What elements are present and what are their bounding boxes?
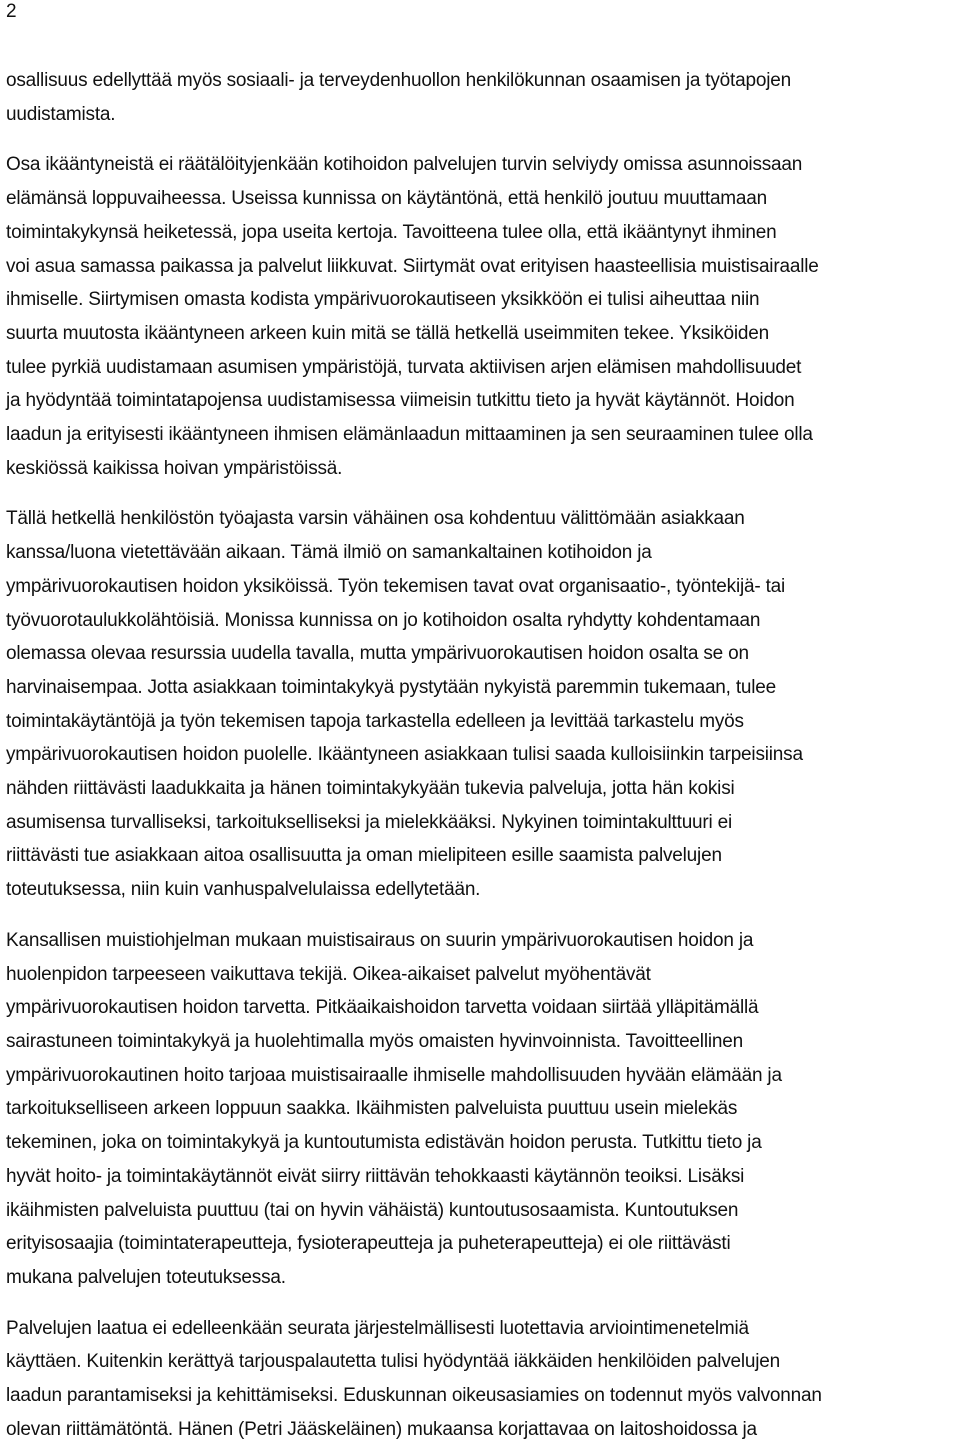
paragraph-2: Osa ikääntyneistä ei räätälöityjenkään kotihoidon palvelujen turvin selviydy omissa asunnoissaan elämänsä loppuvaiheessa. Useissa kunnissa on käytäntönä, että henkilö joutuu muuttamaan toimintakykynsä heiketessä, jopa useita kertoja. Tavoitteena tulee olla, että ikääntynyt ihminen voi asua samassa paikassa ja palvelut liikkuvat. Siirtymät ovat erityisen haasteellisia muistisairaalle ihmiselle. Siirtymisen omasta kodista ympärivuorokautiseen yksikköön ei tulisi aiheuttaa niin suurta muutosta ikääntyneen arkeen kuin mitä se tällä hetkellä useimmiten tekee. Yksiköiden tulee pyrkiä uudistamaan asumisen ympäristöjä, turvata aktiivisen arjen elämisen mahdollisuudet ja hyödyntää toimintatapojensa uudistamisessa viimeisin tutkittu tieto ja hyvät käytännöt. Hoidon laadun ja erityisesti ikääntyneen ihmisen elämänlaadun mittaaminen ja sen seuraaminen tulee olla keskiössä kaikissa hoivan ympäristöissä.	[6, 154, 819, 479]
paragraph-4: Kansallisen muistiohjelman mukaan muistisairaus on suurin ympärivuorokautisen hoidon ja huolenpidon tarpeeseen vaikuttava tekijä. Oikea-aikaiset palvelut myöhentävät ympärivuorokautisen hoidon tarvetta. Pitkäaikaishoidon tarvetta voidaan siirtää ylläpitämällä sairastuneen toimintakykyä ja huolehtimalla myös omaisten hyvinvoinnista. Tavoitteellinen ympärivuorokautinen hoito tarjoaa muistisairaalle ihmiselle mahdollisuuden hyvään elämään ja tarkoitukselliseen arkeen loppuun saakka. Ikäihmisten palveluista puuttuu usein mielekäs tekeminen, joka on toimintakykyä ja kuntoutumista edistävän hoidon perusta. Tutkittu tieto ja hyvät hoito- ja toimintakäytännöt eivät siirry riittävän tehokkaasti käytännön teoiksi. Lisäksi ikäihmisten palveluista puuttuu (tai on hyvin vähäistä) kuntoutusosaamista. Kuntoutuksen erityisosaajia (toimintaterapeutteja, fysioterapeutteja ja puheterapeutteja) ei ole riittävästi mukana palvelujen toteutuksessa.	[6, 929, 782, 1288]
document-body	[6, 64, 956, 1446]
paragraph-gap	[6, 131, 956, 148]
paragraph-1: osallisuus edellyttää myös sosiaali- ja terveydenhuollon henkilökunnan osaamisen ja työtapojen uudistamista.	[6, 70, 791, 125]
paragraph-3: Tällä hetkellä henkilöstön työajasta varsin vähäinen osa kohdentuu välittömään asiakkaan kanssa/luona vietettävään aikaan. Tämä ilmiö on samankaltainen kotihoidon ja ympärivuorokautisen hoidon yksiköissä. Työn tekemisen tavat ovat organisaatio-, työntekijä- tai työvuorotaulukkolähtöisiä. Monissa kunnissa on jo kotihoidon osalta ryhdytty kohdentamaan olemassa olevaa resurssia uudella tavalla, mutta ympärivuorokautisen hoidon osalta se on harvinaisempaa. Jotta asiakkaan toimintakykyä pystytään nykyistä paremmin tukemaan, tulee toimintakäytäntöjä ja työn tekemisen tapoja tarkastella edelleen ja levittää tarkastelu myös ympärivuorokautisen hoidon puolelle. Ikääntyneen asiakkaan tulisi saada kulloisiinkin tarpeisiinsa nähden riittävästi laadukkaita ja hänen toimintakykyään tukevia palveluja, jotta hän kokisi asumisensa turvalliseksi, tarkoitukselliseksi ja mielekkääksi. Nykyinen toimintakulttuuri ei riittävästi tue asiakkaan aitoa osallisuutta ja oman mielipiteen esille saamista palvelujen toteutuksessa, niin kuin vanhuspalvelulaissa edellytetään.	[6, 508, 803, 901]
paragraph-gap	[6, 485, 956, 502]
paragraph-gap	[6, 1295, 956, 1312]
page-number: 2	[6, 1, 17, 22]
paragraph-5: Palvelujen laatua ei edelleenkään seurata järjestelmällisesti luotettavia arviointimenetelmiä käyttäen. Kuitenkin kerättyä tarjouspalautetta tulisi hyödyntää iäkkäiden henkilöiden palvelujen laadun parantamiseksi ja kehittämiseksi. Eduskunnan oikeusasiamies on todennut myös valvonnan olevan riittämätöntä. Hänen (Petri Jääskeläinen) mukaansa korjattavaa on laitoshoidossa ja	[6, 1317, 822, 1440]
paragraph-gap	[6, 907, 956, 924]
